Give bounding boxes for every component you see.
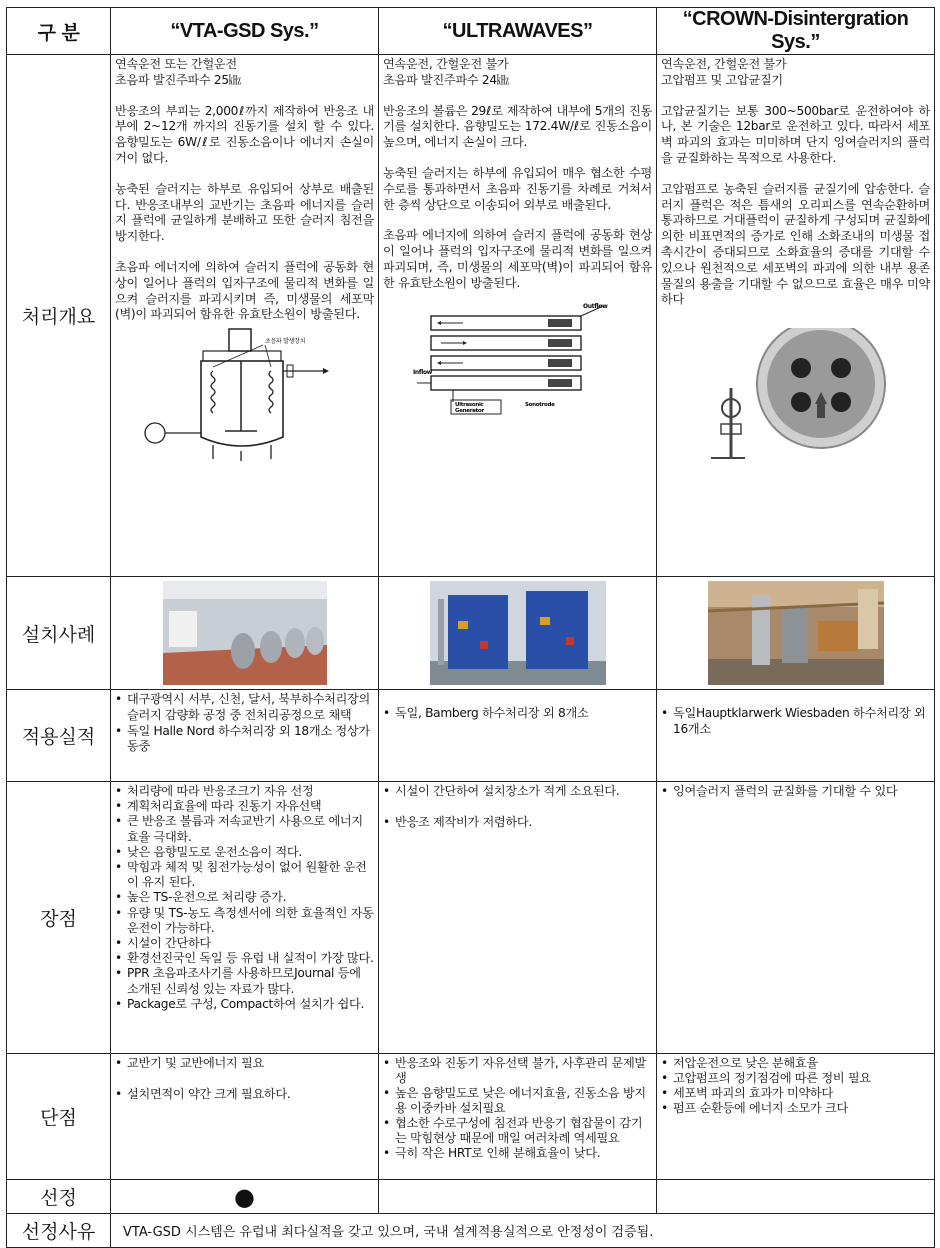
cons-list bbox=[661, 1056, 930, 1116]
text-block: 초음파 에너지에 의하여 슬러지 플럭에 공동화 현상이 일어나 플럭의 입자구조에 물리적 변화를 일으켜 파괴되며, 즉, 미생물의 세포막(벽)이 파괴되어 함유한 유효탄소원이 방출된다. bbox=[383, 228, 652, 290]
text-block: 농축된 슬러지는 하부로 유입되어 상부로 배출된다. 반응조내부의 교반기는 초음파 에너지를 슬러지 플럭에 균일하게 분배하고 또한 슬러지 침전을 방지한다. bbox=[115, 181, 374, 244]
row-selection bbox=[7, 1180, 935, 1214]
overview-ultrawaves bbox=[379, 55, 657, 577]
ultrawaves-installation-photo bbox=[430, 581, 606, 685]
comparison-table bbox=[6, 7, 935, 1248]
list-item: • 높은 TS-운전으로 처리량 증가. bbox=[115, 890, 374, 905]
selection-crown bbox=[657, 1180, 935, 1214]
pros-list bbox=[115, 784, 374, 1012]
selection-ultrawaves bbox=[379, 1180, 657, 1214]
list-item: • 독일 Halle Nord 하수처리장 외 18개소 정상가동중 bbox=[115, 724, 374, 756]
pros-ultrawaves bbox=[379, 782, 657, 1054]
row-pros bbox=[7, 782, 935, 1054]
crown-homogenizer-diagram bbox=[701, 328, 921, 466]
list-item: • 낮은 음향밀도로 운전소음이 적다. bbox=[115, 845, 374, 860]
diagram-label: 초음파 발생장치 bbox=[265, 338, 306, 346]
text-block: 초음파 에너지에 의하여 슬러지 플럭에 공동화 현상이 일어나 플럭의 입자구조에 물리적 변화를 일으켜 슬러지를 파괴시키며 즉, 미생물의 세포막(벽)이 파괴되어 함유한 유효탄소원이 방출된다. bbox=[115, 259, 374, 322]
list-item: • 극히 작은 HRT로 인해 분해효율이 낮다. bbox=[383, 1146, 652, 1161]
inflow-label: Inflow bbox=[413, 368, 433, 376]
list-item: • 환경선진국인 독일 등 유럽 내 실적이 가장 많다. bbox=[115, 951, 374, 966]
list-item: • 고압펌프의 정기점검에 따른 정비 필요 bbox=[661, 1071, 930, 1086]
install-crown bbox=[657, 577, 935, 690]
selected-mark: ● bbox=[234, 1182, 255, 1211]
install-ultrawaves bbox=[379, 577, 657, 690]
overview-vta bbox=[111, 55, 379, 577]
list-item: • 큰 반응조 볼륨과 저속교반기 사용으로 에너지 효율 극대화. bbox=[115, 814, 374, 844]
text-block: 농축된 슬러지는 하부에 유입되어 매우 협소한 수평수로를 통과하면서 초음파 진동기를 차례로 거쳐서 한 층씩 상단으로 이송되어 외부로 배출된다. bbox=[383, 165, 652, 212]
list-item: • 반응조 제작비가 저렴하다. bbox=[383, 815, 652, 831]
pros-vta bbox=[111, 782, 379, 1054]
label-cons: 단점 bbox=[7, 1054, 111, 1180]
reason-text: VTA-GSD 시스템은 유럽내 최다실적을 갖고 있으며, 국내 설계적용실적으로 안정성이 검증됨. bbox=[111, 1214, 935, 1248]
list-item: • 설치면적이 약간 크게 필요하다. bbox=[115, 1087, 374, 1103]
cons-list bbox=[383, 1056, 652, 1161]
header-ultrawaves: “ULTRAWAVES” bbox=[379, 8, 657, 55]
text-block: 고압균질기는 보통 300~500bar로 운전하여야 하나, 본 기술은 12bar로 운전하고 있다. 따라서 세포벽 파괴의 효과는 미미하며 단지 잉여슬러지의 플럭을 균질화하는 목적으로 사용한다. bbox=[661, 103, 930, 165]
header-vta: “VTA-GSD Sys.” bbox=[111, 8, 379, 55]
record-crown bbox=[657, 690, 935, 782]
pros-list bbox=[661, 784, 930, 800]
selection-vta bbox=[111, 1180, 379, 1214]
cons-list bbox=[115, 1056, 374, 1103]
row-reason bbox=[7, 1214, 935, 1248]
text-block: 연속운전, 간헐운전 불가 초음파 발진주파수 24㎑ bbox=[383, 57, 509, 87]
text-block: 고압펌프로 농축된 슬러지를 균질기에 압송한다. 슬러지 플럭은 적은 틈새의 오리피스를 연속순환하며 통과하므로 거대플럭이 균질하게 구성되며 균질화에 의한 비표면적의 증가로 인해 소화조내의 미생물 접촉시간이 증대되므로 소화효율의 증대를 기대할 수 있으나 원천적으로 세포벽의 파괴에 의한 내부 용존물질의 용출을 기대할 수 없으므로 효율은 매우 미약하다 bbox=[661, 181, 930, 307]
text-block: 반응조의 부피는 2,000ℓ까지 제작하여 반응조 내부에 2~12개 까지의 진동기를 설치 할 수 있다. 음향밀도는 6W/ℓ로 진동소음이나 에너지 손실이 거이 없다. bbox=[115, 103, 374, 165]
label-pros: 장점 bbox=[7, 782, 111, 1054]
list-item: • 유량 및 TS-농도 측정센서에 의한 효율적인 자동운전이 가능하다. bbox=[115, 906, 374, 936]
record-list bbox=[383, 706, 652, 722]
list-item: • 독일Hauptklarwerk Wiesbaden 하수처리장 외 16개소 bbox=[661, 706, 930, 738]
list-item: • Package로 구성, Compact하여 설치가 쉽다. bbox=[115, 997, 374, 1012]
row-record bbox=[7, 690, 935, 782]
cons-crown bbox=[657, 1054, 935, 1180]
record-vta bbox=[111, 690, 379, 782]
label-selection: 선정 bbox=[7, 1180, 111, 1214]
list-item: • 펌프 순환등에 에너지 소모가 크다 bbox=[661, 1101, 930, 1116]
list-item: • 협소한 수로구성에 침전과 반응기 협잡물이 감기는 막힘현상 때문에 매일 여러차례 역세필요 bbox=[383, 1116, 652, 1146]
cons-vta bbox=[111, 1054, 379, 1180]
list-item: • 교반기 및 교반에너지 필요 bbox=[115, 1056, 374, 1072]
install-vta bbox=[111, 577, 379, 690]
header-category: 구 분 bbox=[7, 8, 111, 55]
list-item: • 시설이 간단하다 bbox=[115, 936, 374, 951]
header-crown: “CROWN-Disintergration Sys.” bbox=[657, 8, 935, 55]
text-block: 연속운전, 간헐운전 불가 고압펌프 및 고압균질기 bbox=[661, 57, 787, 87]
label-reason: 선정사유 bbox=[7, 1214, 111, 1248]
cons-ultrawaves bbox=[379, 1054, 657, 1180]
label-record: 적용실적 bbox=[7, 690, 111, 782]
record-list bbox=[115, 692, 374, 755]
text-block: 연속운전 또는 간헐운전 초음파 발진주파수 25㎑ bbox=[115, 57, 241, 87]
header-row bbox=[7, 8, 935, 55]
list-item: • 시설이 간단하여 설치장소가 적게 소요된다. bbox=[383, 784, 652, 800]
text-block: 반응조의 볼륨은 29ℓ로 제작하여 내부에 5개의 진동기를 설치한다. 음향밀도는 172.4W/ℓ로 진동소음이 높으며, 에너지 손실이 크다. bbox=[383, 103, 652, 150]
list-item: • 대구광역시 서부, 신천, 달서, 북부하수처리장의 슬러지 감량화 공정 중 전처리공정으로 채택 bbox=[115, 692, 374, 724]
list-item: • 막힘과 체적 및 침전가능성이 없어 원활한 운전이 유지 된다. bbox=[115, 860, 374, 890]
overview-crown bbox=[657, 55, 935, 577]
list-item: • 독일, Bamberg 하수처리장 외 8개소 bbox=[383, 706, 652, 722]
row-install bbox=[7, 577, 935, 690]
outflow-label: Outflow bbox=[583, 302, 608, 310]
list-item: • 계획처리효율에 따라 진동기 자유선택 bbox=[115, 799, 374, 814]
ultrawaves-flow-diagram bbox=[413, 302, 623, 420]
list-item: • PPR 초음파조사기를 사용하므로Journal 등에 소개된 신뢰성 있는 자료가 많다. bbox=[115, 966, 374, 996]
list-item: • 반응조와 진동기 자유선택 불가, 사후관리 문제발생 bbox=[383, 1056, 652, 1086]
list-item: • 처리량에 따라 반응조크기 자유 선정 bbox=[115, 784, 374, 799]
generator-label-2: Generator bbox=[455, 407, 484, 414]
record-ultrawaves bbox=[379, 690, 657, 782]
list-item: • 세포벽 파괴의 효과가 미약하다 bbox=[661, 1086, 930, 1101]
list-item: • 높은 음향밀도로 낮은 에너지효율, 진동소음 방지용 이중카바 설치필요 bbox=[383, 1086, 652, 1116]
vta-installation-photo bbox=[163, 581, 327, 685]
list-item: • 잉여슬러지 플럭의 균질화를 기대할 수 있다 bbox=[661, 784, 930, 800]
label-overview: 처리개요 bbox=[7, 55, 111, 577]
pros-list bbox=[383, 784, 652, 831]
sonotrode-label: Sonotrode bbox=[525, 401, 555, 408]
row-overview bbox=[7, 55, 935, 577]
pros-crown bbox=[657, 782, 935, 1054]
row-cons bbox=[7, 1054, 935, 1180]
vta-reactor-diagram bbox=[143, 327, 343, 463]
crown-installation-photo bbox=[708, 581, 884, 685]
record-list bbox=[661, 706, 930, 738]
generator-label: Ultrasonic bbox=[455, 401, 484, 408]
list-item: • 저압운전으로 낮은 분해효율 bbox=[661, 1056, 930, 1071]
label-install: 설치사례 bbox=[7, 577, 111, 690]
